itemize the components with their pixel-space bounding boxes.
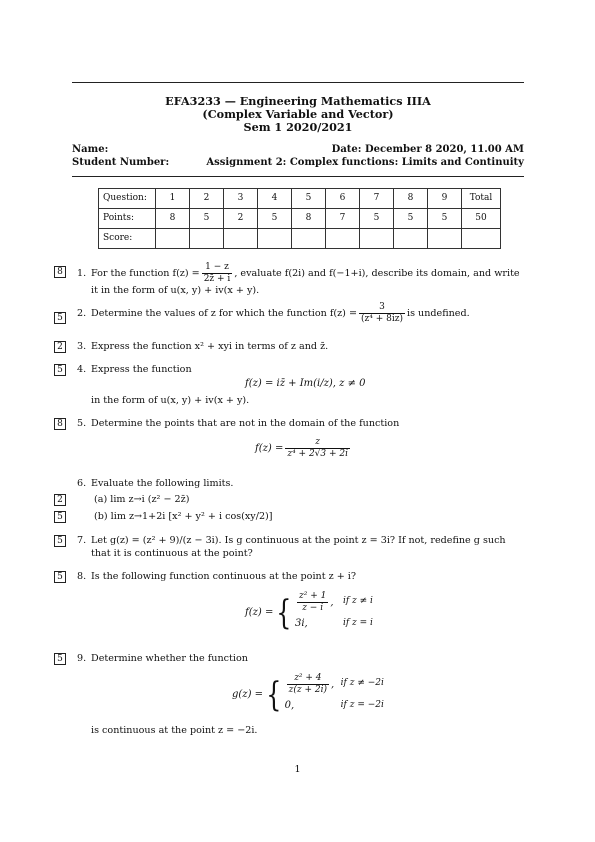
mark-box-q9: 5: [54, 653, 66, 665]
q8-cases: [295, 591, 373, 635]
q8-case2-condition: if z = i: [342, 618, 373, 629]
score-table: [98, 188, 501, 249]
q2-text-post: is undefined.: [407, 308, 470, 319]
question-1: [77, 262, 527, 285]
score-cell[interactable]: [326, 229, 360, 249]
score-cell[interactable]: [258, 229, 292, 249]
points-cell: 8: [156, 209, 190, 229]
q4-line2: in the form of u(x, y) + iv(x + y).: [91, 395, 250, 406]
score-cell[interactable]: [224, 229, 258, 249]
q8-lhs: f(z) =: [245, 606, 274, 618]
points-cell: 5: [258, 209, 292, 229]
q5-text: Determine the points that are not in the domain of the function: [91, 418, 400, 429]
question-number: 6.: [77, 478, 87, 489]
mark-box-q6b: 5: [54, 511, 66, 523]
points-cell: 2: [224, 209, 258, 229]
question-number: 3.: [77, 341, 87, 352]
score-cell[interactable]: [292, 229, 326, 249]
q6-part-a: (a) lim z→i (z² − 2z̄): [94, 494, 190, 505]
question-cell: 8: [394, 189, 428, 209]
question-cell: 9: [428, 189, 462, 209]
score-cell[interactable]: [428, 229, 462, 249]
question-number: 1.: [77, 268, 87, 279]
q1-text-pre: For the function f(z) =: [91, 268, 200, 279]
question-cell: 7: [360, 189, 394, 209]
header-bottom-rule: [72, 176, 524, 177]
q1-fraction-numerator: 1 − z: [202, 262, 233, 274]
q6-text: Evaluate the following limits.: [91, 478, 234, 489]
q2-fraction-numerator: 3: [359, 302, 405, 314]
date-text: Date: December 8 2020, 11.00 AM: [331, 144, 524, 155]
question-number: 5.: [77, 418, 87, 429]
question-3: [77, 341, 527, 353]
brace-icon: {: [266, 675, 282, 715]
page-number: 1: [294, 764, 301, 775]
row-label-score: Score:: [99, 229, 156, 249]
question-2: [77, 302, 527, 325]
points-cell: 7: [326, 209, 360, 229]
mark-box-q8: 5: [54, 571, 66, 583]
course-title: EFA3233 — Engineering Mathematics IIIA: [165, 94, 431, 108]
q9-cases: [285, 673, 384, 717]
question-8: [77, 571, 527, 583]
q6-part-b: (b) lim z→1+2i [x² + y² + i cos(xy/2)]: [94, 511, 273, 522]
q9-tail: is continuous at the point z = −2i.: [91, 725, 258, 736]
question-9: [77, 653, 527, 665]
score-cell[interactable]: [156, 229, 190, 249]
q7-line1: Let g(z) = (z² + 9)/(z − 3i). Is g continuous at the point z = 3i? If not, redefine g such: [91, 535, 506, 546]
course-subtitle: (Complex Variable and Vector): [202, 107, 394, 121]
question-cell: 6: [326, 189, 360, 209]
points-cell: 5: [190, 209, 224, 229]
q9-case1-numerator: z² + 4: [287, 673, 329, 685]
name-label: Name:: [72, 144, 109, 155]
question-cell: 3: [224, 189, 258, 209]
question-cell: 2: [190, 189, 224, 209]
q9-case1-fraction: [287, 673, 329, 696]
question-4: [77, 364, 527, 376]
q1-text-post: , evaluate f(2i) and f(−1+i), describe its domain, and write: [234, 268, 520, 279]
q3-text: Express the function x² + xyi in terms of z and z̄.: [91, 341, 329, 352]
top-rule: [72, 82, 524, 83]
q1-fraction-denominator: 2z̄ + i: [203, 274, 231, 284]
q9-case-2: [285, 695, 384, 717]
q8-case-1: $\frac{\text{z² + 1}}{z - i}$ , if z ≠ i: [298, 590, 373, 613]
mark-box-q2: 5: [54, 312, 66, 324]
q9-piecewise: [232, 673, 384, 717]
q7-line2: that it is continuous at the point?: [91, 548, 253, 559]
q9-text: Determine whether the function: [91, 653, 248, 664]
row-label-question: Question:: [99, 189, 156, 209]
q8-text: Is the following function continuous at the point z + i?: [91, 571, 357, 582]
score-cell[interactable]: [190, 229, 224, 249]
assignment-title: Assignment 2: Complex functions: Limits and Continuity: [206, 157, 524, 168]
score-cell-total[interactable]: [462, 229, 501, 249]
q2-fraction: [359, 302, 405, 325]
q9-case2-value: 0,: [284, 699, 295, 711]
q2-text-pre: Determine the values of z for which the function f(z) =: [91, 308, 358, 319]
mark-box-q6a: 2: [54, 494, 66, 506]
q8-case-2: [295, 613, 373, 635]
student-number-label: Student Number:: [72, 157, 170, 168]
mark-box-q5: 8: [54, 418, 66, 430]
question-5: [77, 418, 527, 430]
q8-case1-denominator: z − i: [302, 602, 324, 613]
question-7: [77, 535, 527, 547]
points-cell: 5: [428, 209, 462, 229]
question-number: 2.: [77, 308, 87, 319]
q9-case1-denominator: z(z + 2i): [288, 684, 328, 695]
points-cell-total: 50: [462, 209, 501, 229]
q8-case2-value: 3i,: [294, 617, 308, 629]
q9-case-1: $\frac{\text{z² + 4}}{z(z + 2i)}$ , if z ≠ −2i: [288, 672, 384, 695]
question-row: [99, 189, 501, 209]
score-cell[interactable]: [394, 229, 428, 249]
score-row: [99, 229, 501, 249]
question-number: 7.: [77, 535, 87, 546]
mark-box-q7: 5: [54, 535, 66, 547]
q8-case1-condition: if z ≠ i: [342, 596, 373, 607]
q8-case1-numerator: z² + 1: [298, 590, 327, 601]
q5-fraction: [285, 437, 350, 460]
q2-fraction-denominator: (z⁴ + 8iz): [361, 314, 403, 324]
mark-box-q3: 2: [54, 341, 66, 353]
question-cell: 1: [156, 189, 190, 209]
score-cell[interactable]: [360, 229, 394, 249]
q8-piecewise: [245, 591, 373, 635]
question-cell: 5: [292, 189, 326, 209]
question-cell: 4: [258, 189, 292, 209]
q1-fraction: [202, 262, 233, 285]
question-number: 4.: [77, 364, 87, 375]
q5-fraction-denominator: z⁴ + 2√3 + 2i: [287, 449, 349, 459]
q5-fraction-numerator: z: [285, 437, 350, 449]
brace-icon: {: [276, 593, 292, 633]
semester: Sem 1 2020/2021: [243, 120, 353, 134]
q9-case2-condition: if z = −2i: [340, 700, 384, 711]
question-6: [77, 478, 527, 490]
question-cell-total: Total: [462, 189, 501, 209]
q4-equation: f(z) = iz̄ + Im(i/z), z ≠ 0: [245, 378, 366, 389]
q1-line2: it in the form of u(x, y) + iv(x + y).: [91, 285, 260, 296]
mark-box-q4: 5: [54, 364, 66, 376]
q9-case1-condition: if z ≠ −2i: [340, 678, 384, 689]
q9-lhs: g(z) =: [232, 688, 264, 700]
points-cell: 8: [292, 209, 326, 229]
q8-case1-fraction: [297, 591, 328, 614]
row-label-points: Points:: [99, 209, 156, 229]
q5-equation: [255, 437, 352, 460]
q5-lhs: f(z) =: [255, 443, 284, 454]
points-row: [99, 209, 501, 229]
question-number: 8.: [77, 571, 87, 582]
points-cell: 5: [394, 209, 428, 229]
mark-box-q1: 8: [54, 266, 66, 278]
question-number: 9.: [77, 653, 87, 664]
points-cell: 5: [360, 209, 394, 229]
q4-text: Express the function: [91, 364, 192, 375]
